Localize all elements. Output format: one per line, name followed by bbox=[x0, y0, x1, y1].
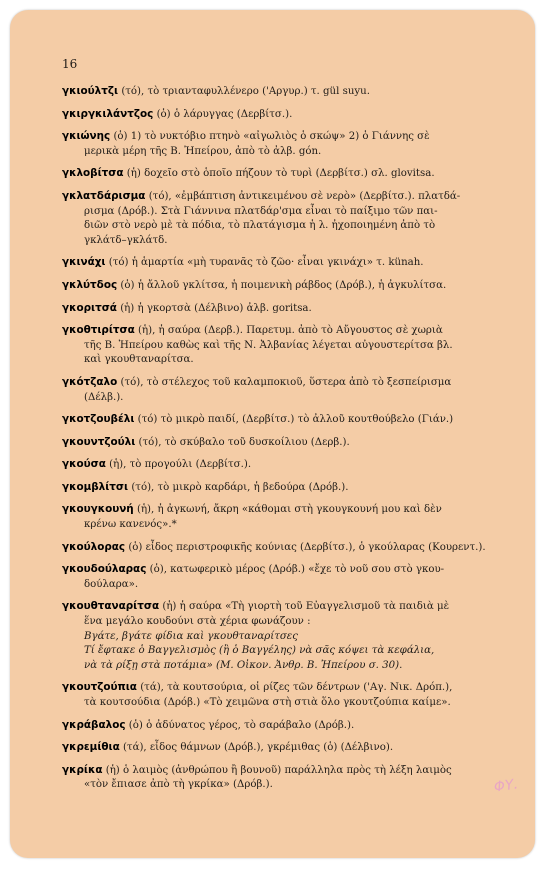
entry-headword: γκιώνης bbox=[62, 130, 111, 143]
entry-headword: γκουντζούλι bbox=[62, 435, 136, 448]
dictionary-entry bbox=[62, 278, 506, 294]
entry-headword: γκλοβίτσα bbox=[62, 167, 124, 180]
entry-text-line: (τό) τὸ μικρὸ παιδί, (Δερβίτσ.) τὸ ἀλλοῦ κουτθούβελο (Γιάν.) bbox=[137, 414, 454, 426]
entry-text-line: (ὁ) ὁ λάρυγγας (Δερβίτσ.). bbox=[156, 108, 293, 120]
entry-verse-line: Τί ἔφτακε ὁ Βαγγελισμὸς (ἢ ὁ Βαγγέλης) νὰ σᾶς κόψει τὰ κεφάλια, bbox=[84, 645, 435, 657]
dictionary-entry bbox=[62, 740, 506, 756]
entry-headword: γκομβλίτσι bbox=[62, 480, 129, 493]
entry-headword: γκότζαλο bbox=[62, 375, 118, 388]
dictionary-entry bbox=[62, 107, 506, 123]
entry-text-line: (τά), εἶδος θάμνων (Δρόβ.), γκρέμιθας (ὁ) (Δέλβινο). bbox=[122, 742, 394, 754]
dictionary-entry bbox=[62, 323, 506, 368]
entry-headword: γκράβαλος bbox=[62, 718, 126, 731]
dictionary-entry bbox=[62, 129, 506, 159]
entry-headword: γκουθταναρίτσα bbox=[62, 600, 160, 613]
entry-headword: γκλύτδος bbox=[62, 278, 118, 291]
dictionary-entry bbox=[62, 412, 506, 428]
entry-text-line: (ἡ) ἡ γκορτσὰ (Δέλβινο) ἀλβ. goritsa. bbox=[120, 302, 312, 314]
entry-text-line: (τό), τὸ τριανταφυλλένερο ('Αργυρ.) τ. gül suyu. bbox=[121, 86, 370, 97]
entry-text-line: κρένω κανενός».* bbox=[84, 519, 177, 531]
entry-text-line: καὶ γκουθταναρίτσα. bbox=[84, 354, 194, 366]
entry-verse-line: νὰ τὰ ρίξῃ στὰ ποτάμια» (Μ. Οἰκον. Ἀνθρ. Β. Ἠπείρου σ. 30). bbox=[84, 659, 403, 671]
entry-headword: γκοθτιρίτσα bbox=[62, 324, 135, 337]
entry-text-line: (ὁ) εἶδος περιστροφικῆς κούνιας (Δερβίτσ.), ὁ γκούλαρας (Κουρεντ.). bbox=[128, 541, 486, 553]
entry-text-line: διῶν στὸ νερὸ μὲ τὰ πόδια, τὸ πλατάγισμα ἡ λ. ἠχοποιημένη ἀπὸ τὸ bbox=[84, 220, 436, 232]
pink-stamp-mark: ΦΥ. bbox=[493, 776, 520, 796]
entry-verse-line: Βγάτε, βγάτε φίδια καὶ γκουθταναρίτσες bbox=[84, 630, 298, 642]
entry-headword: γκινάχι bbox=[62, 256, 106, 269]
dictionary-entry bbox=[62, 84, 506, 100]
dictionary-entry bbox=[62, 189, 506, 248]
entry-text-line: γκλάτδ–γκλάτδ. bbox=[84, 234, 168, 246]
entry-text-line: (ὁ) ἡ ἄλλοῦ γκλίτσα, ἡ ποιμενικὴ ράβδος (Δρόβ.), ἡ ἀγκυλίτσα. bbox=[120, 279, 447, 291]
entry-text-line: (ἡ) ἡ σαύρα «Τὴ γιορτὴ τοῦ Εὐαγγελισμοῦ τὰ παιδιὰ μὲ bbox=[162, 601, 450, 613]
entry-text-line: «τὸν ἔπιασε ἀπὸ τὴ γκρίκα» (Δρόβ.). bbox=[84, 779, 273, 791]
entry-headword: γκούσα bbox=[62, 458, 106, 471]
dictionary-entry bbox=[62, 166, 506, 182]
entry-text-line: μερικὰ μέρη τῆς Β. Ἠπείρου, ἀπὸ τὸ ἀλβ. gón. bbox=[84, 145, 322, 157]
entry-text-line: (ἡ) δοχεῖο στὸ ὁποῖο πήζουν τὸ τυρὶ (Δερβίτσ.) σλ. glovitsa. bbox=[126, 168, 435, 180]
entry-headword: γκρίκα bbox=[62, 763, 103, 776]
entry-headword: γκουγκουνή bbox=[62, 503, 134, 516]
entry-text-line: (ἡ) ὁ λαιμὸς (ἀνθρώπου ἢ βουνοῦ) παράλληλα πρὸς τὴ λέξη λαιμὸς bbox=[105, 764, 452, 776]
entry-headword: γκρεμίθια bbox=[62, 741, 120, 754]
entry-text-line: (ἡ), ἡ σαύρα (Δερβ.). Παρετυμ. ἀπὸ τὸ Αὔγουστος σὲ χωριὰ bbox=[138, 325, 443, 337]
entry-text-line: (ἡ), τὸ προγούλι (Δερβίτσ.). bbox=[109, 459, 252, 471]
entry-headword: γκλατδάρισμα bbox=[62, 189, 146, 202]
dictionary-entry bbox=[62, 763, 506, 793]
dictionary-entry bbox=[62, 540, 506, 556]
entry-text-line: (τό), τὸ στέλεχος τοῦ καλαμποκιοῦ, ὕστερα ἀπὸ τὸ ξεσπείρισμα bbox=[120, 376, 452, 388]
entry-text-line: (τό), «ἐμβάπτιση ἀντικειμένου σὲ νερὸ» (Δερβίτσ.). πλατδά- bbox=[148, 190, 461, 202]
entry-text-line: (τά), τὰ κουτσούρια, οἱ ρίζες τῶν δέντρων ('Αγ. Νικ. Δρόπ.), bbox=[140, 682, 453, 694]
entry-headword: γκιούλτζι bbox=[62, 85, 119, 97]
entry-text-line: τὰ κουτσούδια (Δρόβ.) «Τὸ χειμῶνα στὴ στιὰ ὅλο γκουτζούπια καίμε». bbox=[84, 697, 451, 708]
dictionary-entry bbox=[62, 718, 506, 734]
dictionary-entry bbox=[62, 301, 506, 317]
entry-text-line: (τό), τὸ μικρὸ καρδάρι, ἡ βεδούρα (Δρόβ.). bbox=[131, 481, 349, 493]
dictionary-entry bbox=[62, 457, 506, 473]
dictionary-entry bbox=[62, 502, 506, 532]
dictionary-entry bbox=[62, 435, 506, 451]
entry-text-line: ρισμα (Δρόβ.). Στὰ Γιάννινα πλατδάρ'σμα εἶναι τὸ παίξιμο τῶν παι- bbox=[84, 205, 438, 217]
entry-text-line: (ἡ), ἡ ἀγκωνή, ἄκρη «κάθομαι στὴ γκουγκουνή μου καὶ δὲν bbox=[136, 504, 442, 516]
dictionary-entry bbox=[62, 562, 506, 592]
entry-text-line: (Δέλβ.). bbox=[84, 391, 124, 403]
entry-text-line: (ὁ), κατωφερικὸ μέρος (Δρόβ.) «ἔχε τὸ νοῦ σου στὸ γκου- bbox=[149, 564, 445, 576]
dictionary-entry bbox=[62, 375, 506, 405]
entry-headword: γκουδούλαρας bbox=[62, 563, 147, 576]
dictionary-entry bbox=[62, 480, 506, 496]
page-number: 16 bbox=[62, 57, 78, 71]
entry-text-line: τῆς Β. Ἠπείρου καθὼς καὶ τῆς Ν. Ἀλβανίας λέγεται αὐγουστερίτσα βλ. bbox=[84, 339, 453, 351]
entry-headword: γκιργκιλάντζος bbox=[62, 107, 154, 120]
entry-text-line: (ὁ) ὁ ἀδύνατος γέρος, τὸ σαράβαλο (Δρόβ.). bbox=[128, 719, 355, 731]
entry-headword: γκουτζούπια bbox=[62, 681, 137, 694]
dictionary-entry bbox=[62, 680, 506, 710]
entry-headword: γκούλορας bbox=[62, 540, 126, 553]
entry-headword: γκοτζουβέλι bbox=[62, 413, 135, 426]
entry-text-line: (τό), τὸ σκύβαλο τοῦ δυσκοίλιου (Δερβ.). bbox=[138, 436, 350, 448]
dictionary-entry bbox=[62, 599, 506, 673]
entry-text-line: (τό) ἡ ἁμαρτία «μὴ τυρανᾶς τὸ ζῶο· εἶναι γκινάχι» τ. künah. bbox=[108, 257, 424, 269]
entry-headword: γκοριτσά bbox=[62, 301, 117, 314]
entry-text-line: ἕνα μεγάλο κουδούνι στὰ χέρια φωνάζουν : bbox=[84, 616, 311, 628]
dictionary-entries bbox=[62, 84, 506, 800]
entry-text-line: (ὁ) 1) τὸ νυκτόβιο πτηνὸ «αἰγωλιὸς ὁ σκώψ» 2) ὁ Γιάννης σὲ bbox=[113, 131, 430, 143]
dictionary-entry bbox=[62, 255, 506, 271]
entry-text-line: δούλαρα». bbox=[84, 578, 139, 590]
page-card bbox=[10, 10, 535, 858]
